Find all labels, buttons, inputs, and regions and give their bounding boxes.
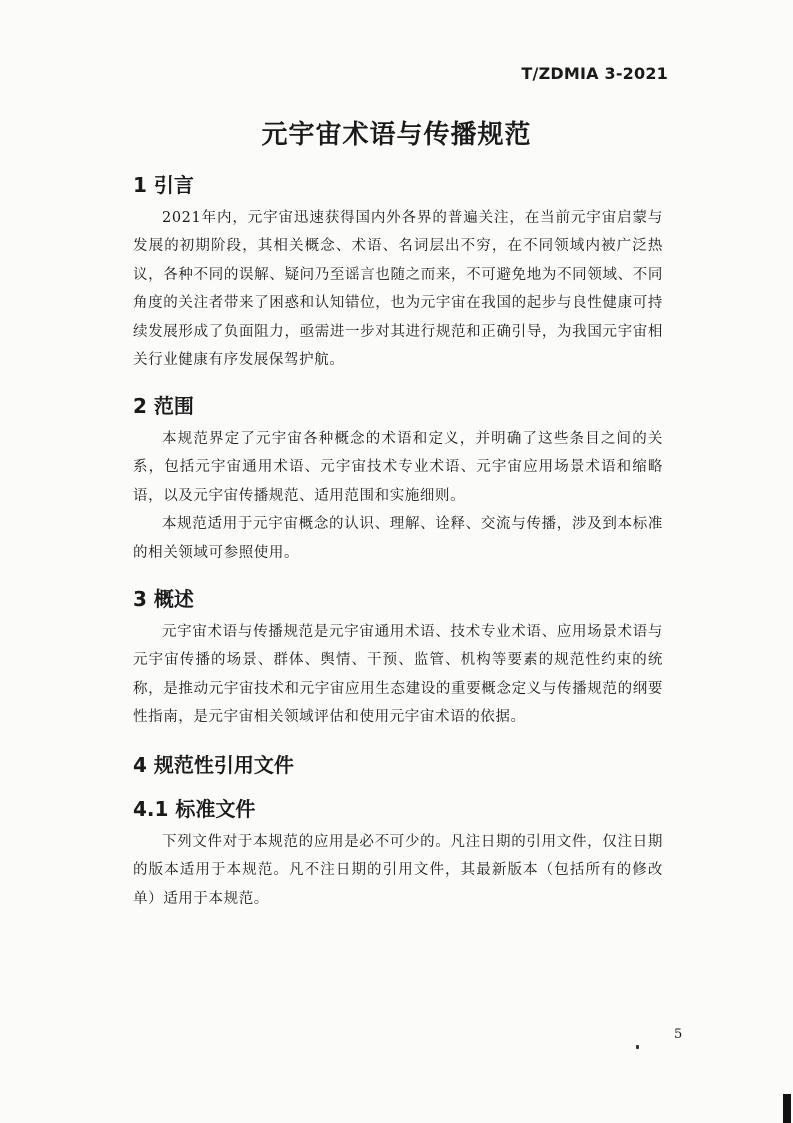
section-heading: 3 概述 [133, 587, 194, 611]
section-introduction [133, 172, 663, 374]
section-heading: 1 引言 [133, 173, 194, 197]
paragraph: 下列文件对于本规范的应用是必不可少的。凡注日期的引用文件，仅注日期的版本适用于本规范。凡不注日期的引用文件，其最新版本（包括所有的修改单）适用于本规范。 [133, 834, 663, 907]
section-heading: 4.1 标准文件 [133, 797, 256, 821]
section-heading: 4 规范性引用文件 [133, 753, 294, 777]
scan-edge-mark [783, 1094, 791, 1123]
page-number: 5 [674, 1027, 683, 1042]
paragraph: 元宇宙术语与传播规范是元宇宙通用术语、技术专业术语、应用场景术语与元宇宙传播的场景、群体、舆情、干预、监管、机构等要素的规范性约束的统称，是推动元宇宙技术和元宇宙应用生态建设的重要概念定义与传播规范的纲要性指南，是元宇宙相关领域评估和使用元宇宙术语的依据。 [133, 624, 663, 726]
section-heading: 2 范围 [133, 394, 194, 418]
paragraph: 本规范界定了元宇宙各种概念的术语和定义，并明确了这些条目之间的关系，包括元宇宙通用术语、元宇宙技术专业术语、元宇宙应用场景术语和缩略语，以及元宇宙传播规范、适用范围和实施细则。 [133, 431, 663, 504]
section-standard-documents [133, 796, 663, 913]
section-overview [133, 586, 663, 732]
section-scope [133, 393, 663, 567]
section-normative-references [133, 752, 663, 784]
scan-speck [636, 1045, 639, 1049]
standard-code: T/ZDMIA 3-2021 [521, 64, 668, 83]
document-title: 元宇宙术语与传播规范 [261, 120, 532, 150]
paragraph: 2021年内，元宇宙迅速获得国内外各界的普遍关注，在当前元宇宙启蒙与发展的初期阶段，其相关概念、术语、名词层出不穷，在不同领域内被广泛热议，各种不同的误解、疑问乃至谣言也随之而来，不可避免地为不同领域、不同角度的关注者带来了困惑和认知错位，也为元宇宙在我国的起步与良性健康可持续发展形成了负面阻力，亟需进一步对其进行规范和正确引导，为我国元宇宙相关行业健康有序发展保驾护航。 [133, 210, 663, 369]
paragraph: 本规范适用于元宇宙概念的认识、理解、诠释、交流与传播，涉及到本标准的相关领域可参照使用。 [133, 516, 663, 561]
